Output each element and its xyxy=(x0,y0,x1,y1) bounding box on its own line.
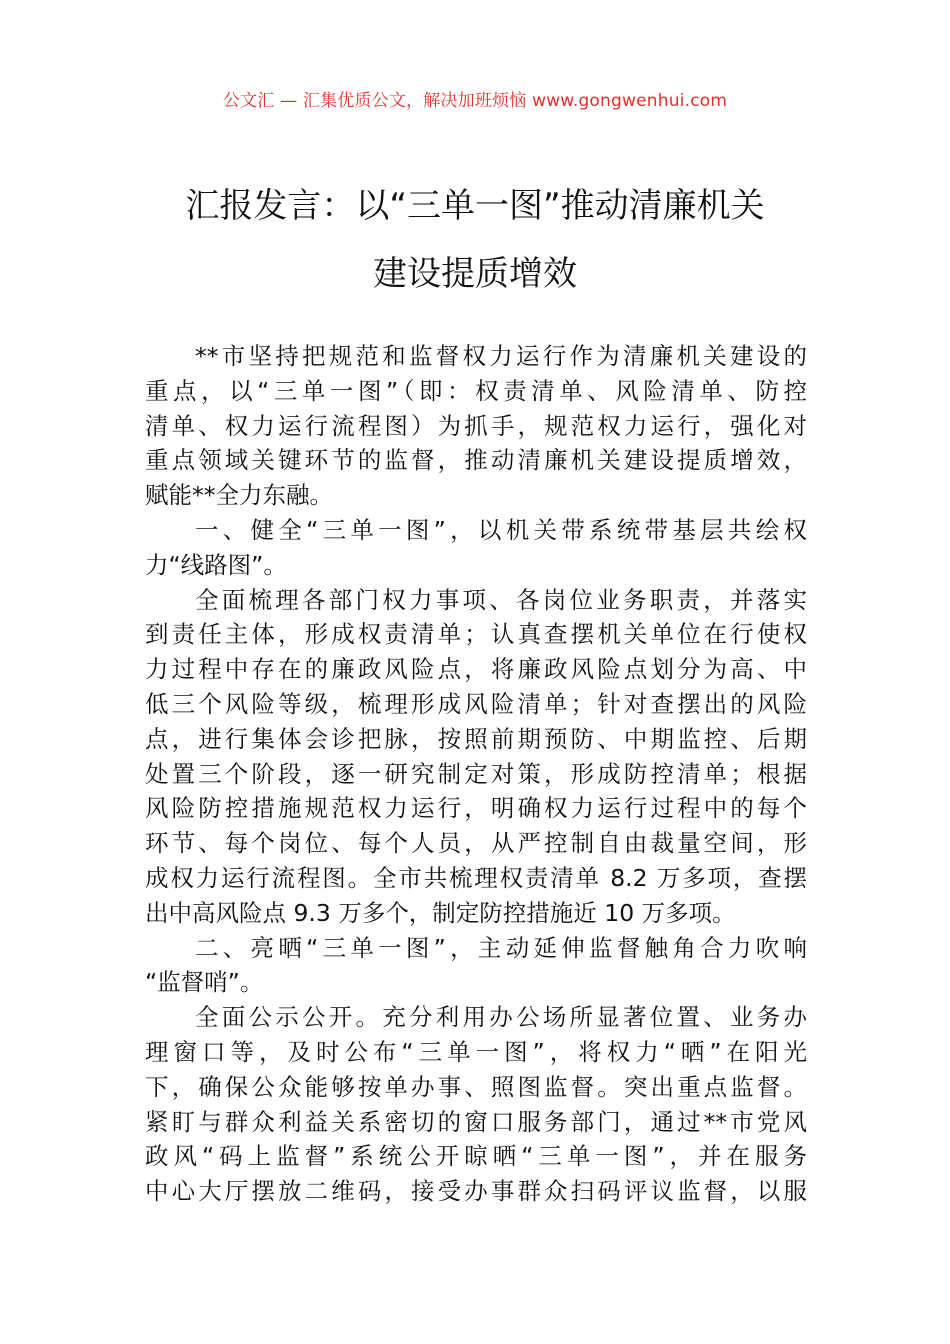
paragraph xyxy=(145,1000,807,1209)
paragraph-line: 风险防控措施规范权力运行，明确权力运行过程中的每个 xyxy=(145,794,807,823)
document-body xyxy=(145,339,807,1209)
paragraph-line: 二、亮晒“三单一图”，主动延伸监督触角合力吹响 xyxy=(195,933,807,962)
paragraph-line: 力过程中存在的廉政风险点，将廉政风险点划分为高、中 xyxy=(145,655,807,684)
document-title-line-2: 建设提质增效 xyxy=(373,254,577,294)
paragraph-line: 成权力运行流程图。全市共梳理权责清单 8.2 万多项，查摆 xyxy=(145,863,807,892)
paragraph-line: 到责任主体，形成权责清单；认真查摆机关单位在行使权 xyxy=(145,620,807,649)
paragraph-line: 紧盯与群众利益关系密切的窗口服务部门，通过**市党风 xyxy=(145,1107,807,1136)
paragraph-line: 重点，以“三单一图”（即：权责清单、风险清单、防控 xyxy=(145,376,807,405)
paragraph-line: 赋能**全力东融。 xyxy=(145,481,333,510)
paragraph-line: 点，进行集体会诊把脉，按照前期预防、中期监控、后期 xyxy=(145,724,807,753)
paragraph-line: 一、健全“三单一图”，以机关带系统带基层共绘权 xyxy=(195,515,807,544)
paragraph xyxy=(145,513,807,583)
paragraph-line: 环节、每个岗位、每个人员，从严控制自由裁量空间，形 xyxy=(145,829,807,858)
site-header-banner: 公文汇 — 汇集优质公文，解决加班烦恼 www.gongwenhui.com xyxy=(222,91,728,111)
paragraph-line: 下，确保公众能够按单办事、照图监督。突出重点监督。 xyxy=(145,1072,807,1101)
paragraph-line: 清单、权力运行流程图）为抓手，规范权力运行，强化对 xyxy=(145,411,807,440)
paragraph-line: “监督哨”。 xyxy=(145,968,264,997)
document-title-line-1: 汇报发言：以“三单一图”推动清廉机关 xyxy=(185,186,765,226)
paragraph-line: **市坚持把规范和监督权力运行作为清廉机关建设的 xyxy=(195,342,807,370)
paragraph xyxy=(145,931,807,1001)
paragraph xyxy=(145,339,807,513)
paragraph-line: 处置三个阶段，逐一研究制定对策，形成防控清单；根据 xyxy=(145,759,807,788)
paragraph-line: 政风“码上监督”系统公开晾晒“三单一图”，并在服务 xyxy=(145,1142,807,1171)
paragraph-line: 中心大厅摆放二维码，接受办事群众扫码评议监督，以服 xyxy=(145,1177,807,1206)
paragraph-line: 理窗口等，及时公布“三单一图”，将权力“晒”在阳光 xyxy=(145,1037,807,1066)
paragraph-line: 重点领域关键环节的监督，推动清廉机关建设提质增效， xyxy=(145,446,807,475)
paragraph-line: 力“线路图”。 xyxy=(145,550,287,579)
paragraph-line: 低三个风险等级，梳理形成风险清单；针对查摆出的风险 xyxy=(145,689,807,718)
paragraph-line: 全面公示公开。充分利用办公场所显著位置、业务办 xyxy=(195,1003,807,1032)
paragraph-line: 出中高风险点 9.3 万多个，制定防控措施近 10 万多项。 xyxy=(145,898,736,927)
paragraph-line: 全面梳理各部门权力事项、各岗位业务职责，并落实 xyxy=(195,585,807,614)
paragraph xyxy=(145,583,807,931)
